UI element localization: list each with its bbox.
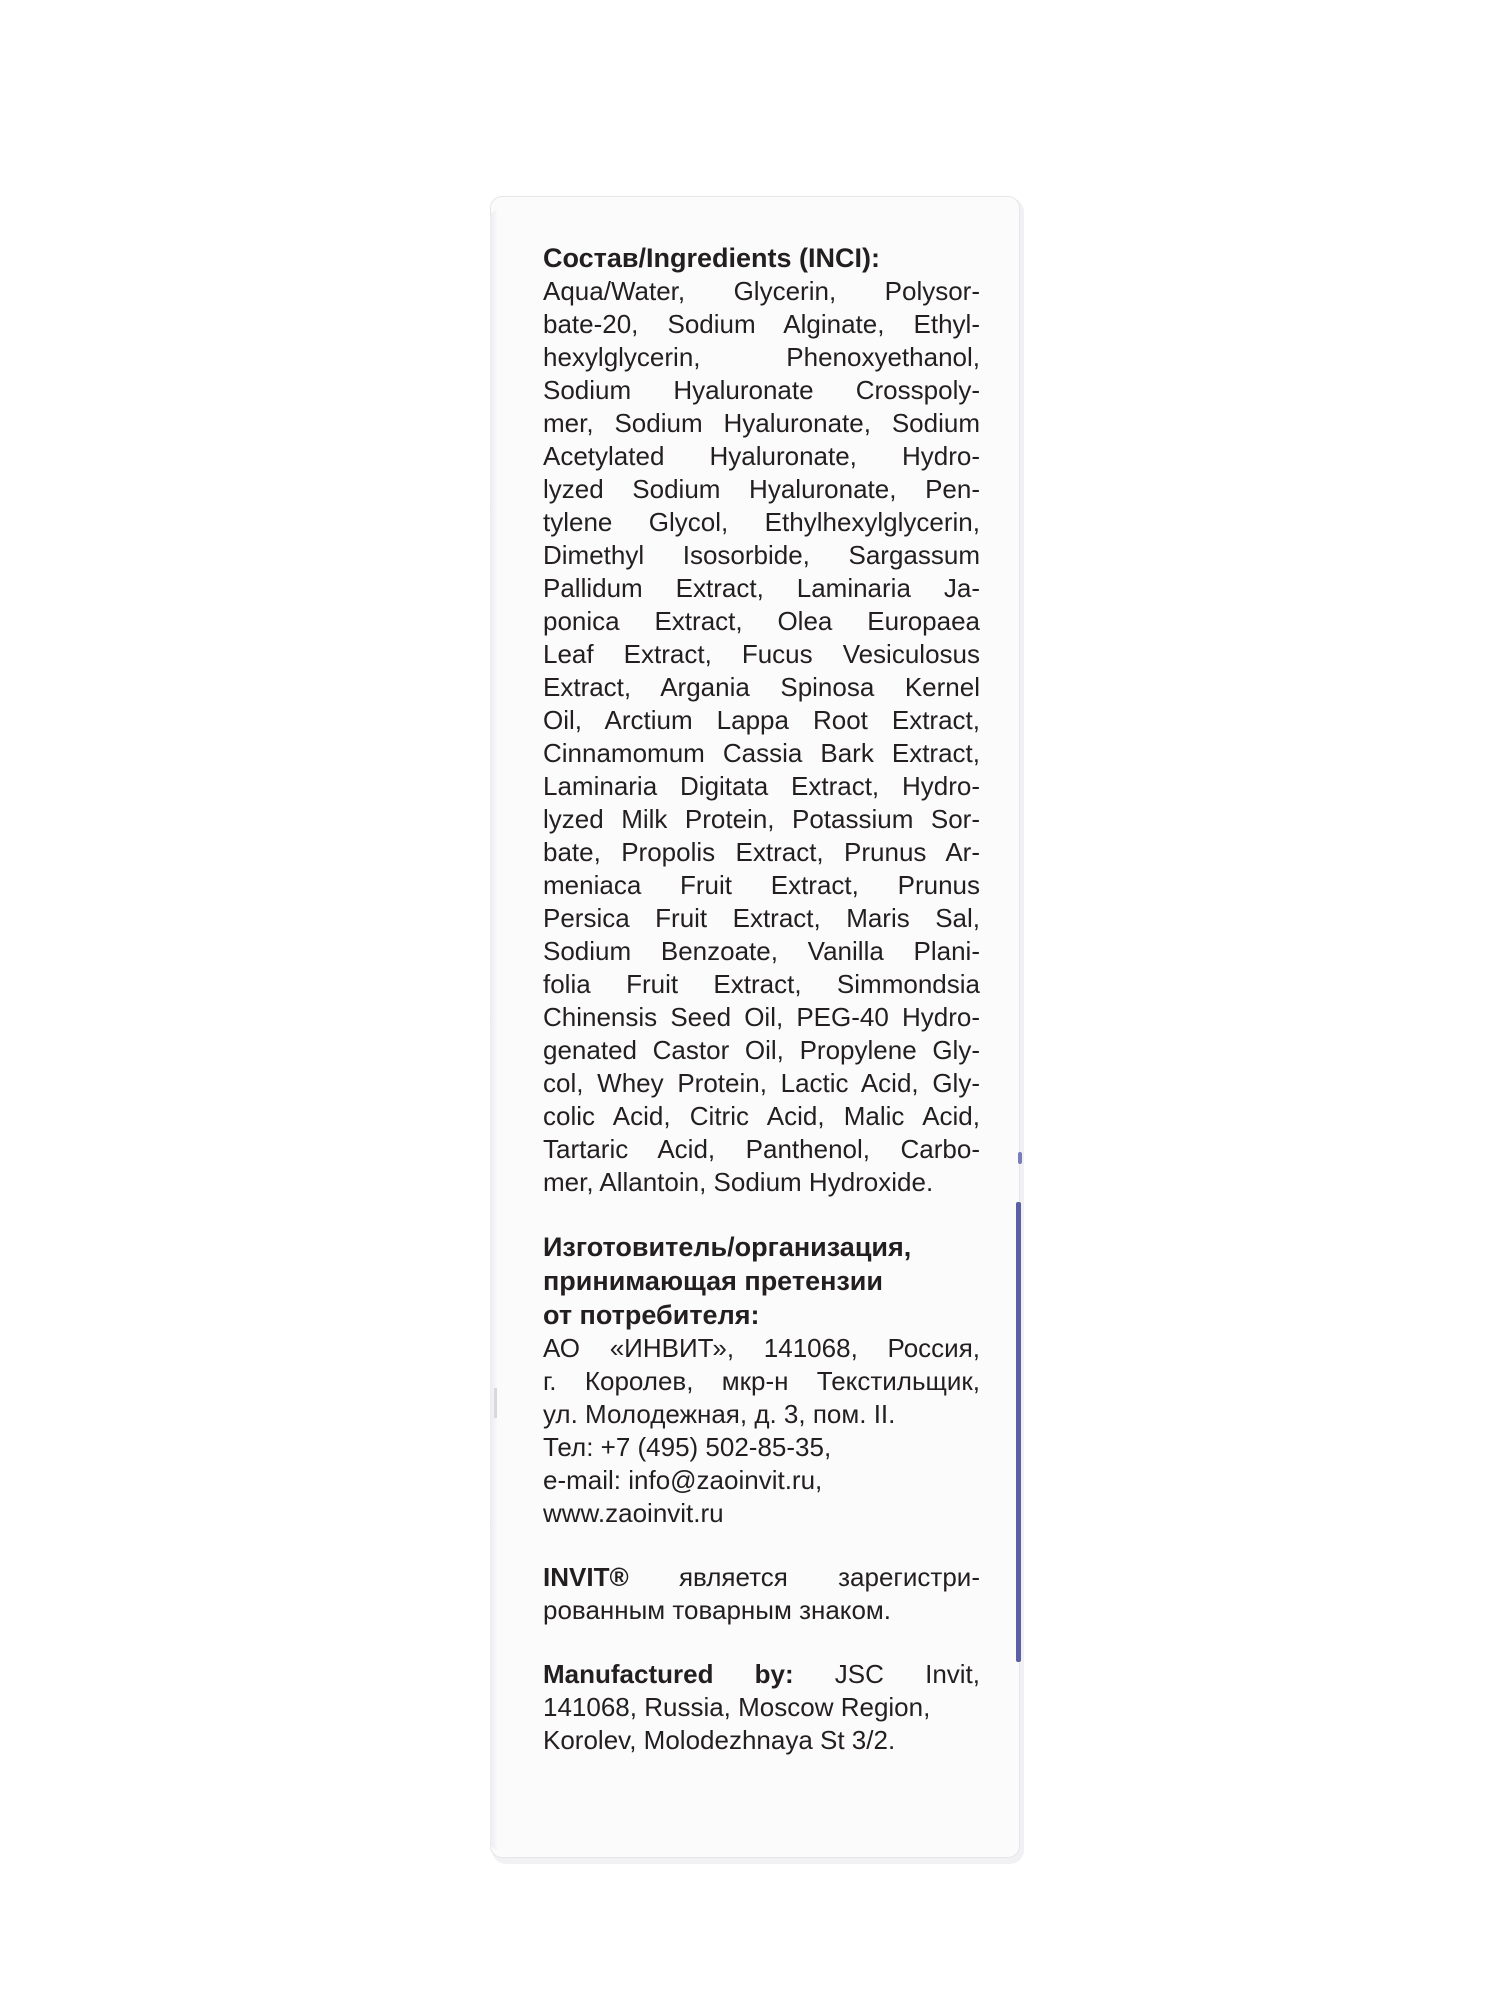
manufacturer-ru-address	[543, 1332, 980, 1530]
manufacturer-en	[543, 1658, 980, 1757]
box-fold-mark	[494, 1388, 497, 1418]
ingredients-line: Pallidum Extract, Laminaria Ja-	[543, 573, 980, 603]
phone-line: Тел: +7 (495) 502-85-35,	[543, 1432, 832, 1462]
website-line: www.zaoinvit.ru	[543, 1498, 724, 1528]
ingredients-line: hexylglycerin, Phenoxyethanol,	[543, 342, 980, 372]
ingredients-line: Sodium Benzoate, Vanilla Plani-	[543, 936, 980, 966]
product-label-text	[543, 242, 980, 1757]
ingredients-line: Cinnamomum Cassia Bark Extract,	[543, 738, 980, 768]
manufacturer-ru-heading	[543, 1230, 980, 1332]
blue-accent-stripe	[1016, 1202, 1021, 1662]
stripe-notch	[1018, 1152, 1022, 1164]
manufacturer-en-line	[543, 1658, 980, 1691]
ingredients-line: mer, Sodium Hyaluronate, Sodium	[543, 408, 980, 438]
ingredients-line: Acetylated Hyaluronate, Hydro-	[543, 441, 980, 471]
ingredients-line: bate-20, Sodium Alginate, Ethyl-	[543, 309, 980, 339]
email-line: e-mail: info@zaoinvit.ru,	[543, 1465, 823, 1495]
brand-name: INVIT®	[543, 1562, 629, 1592]
ingredients-line: Extract, Argania Spinosa Kernel	[543, 672, 980, 702]
manufacturer-ru-heading-line: принимающая претензии	[543, 1266, 884, 1296]
ingredients-line: Laminaria Digitata Extract, Hydro-	[543, 771, 980, 801]
ingredients-line: lyzed Milk Protein, Potassium Sor-	[543, 804, 980, 834]
manufacturer-en-line: Korolev, Molodezhnaya St 3/2.	[543, 1725, 896, 1755]
ingredients-line: lyzed Sodium Hyaluronate, Pen-	[543, 474, 980, 504]
ingredients-line: tylene Glycol, Ethylhexylglycerin,	[543, 507, 980, 537]
ingredients-line: ponica Extract, Olea Europaea	[543, 606, 980, 636]
address-line: г. Королев, мкр-н Текстильщик,	[543, 1366, 980, 1396]
address-line: АО «ИНВИТ», 141068, Россия,	[543, 1333, 980, 1363]
address-line: ул. Молодежная, д. 3, пом. II.	[543, 1399, 896, 1429]
trademark-line	[543, 1561, 980, 1594]
ingredients-line: Oil, Arctium Lappa Root Extract,	[543, 705, 980, 735]
ingredients-line: bate, Propolis Extract, Prunus Ar-	[543, 837, 980, 867]
ingredients-line: mer, Allantoin, Sodium Hydroxide.	[543, 1167, 934, 1197]
ingredients-line: Persica Fruit Extract, Maris Sal,	[543, 903, 980, 933]
ingredients-line: Chinensis Seed Oil, PEG-40 Hydro-	[543, 1002, 980, 1032]
ingredients-line: col, Whey Protein, Lactic Acid, Gly-	[543, 1068, 980, 1098]
box-fold-edge	[490, 210, 498, 1850]
trademark-notice	[543, 1561, 980, 1627]
ingredients-line: Sodium Hyaluronate Crosspoly-	[543, 375, 980, 405]
ingredients-line: Leaf Extract, Fucus Vesiculosus	[543, 639, 980, 669]
ingredients-heading: Состав/Ingredients (INCI):	[543, 243, 880, 273]
ingredients-line: genated Castor Oil, Propylene Gly-	[543, 1035, 980, 1065]
trademark-text: является зарегистри-	[628, 1562, 980, 1592]
ingredients-line: colic Acid, Citric Acid, Malic Acid,	[543, 1101, 980, 1131]
manufacturer-ru-heading-line: Изготовитель/организация,	[543, 1232, 912, 1262]
trademark-line: рованным товарным знаком.	[543, 1595, 892, 1625]
ingredients-line: Tartaric Acid, Panthenol, Carbo-	[543, 1134, 980, 1164]
ingredients-line: Dimethyl Isosorbide, Sargassum	[543, 540, 980, 570]
manufacturer-ru-heading-line: от потребителя:	[543, 1300, 760, 1330]
manufacturer-en-line: 141068, Russia, Moscow Region,	[543, 1692, 931, 1722]
ingredients-line: Aqua/Water, Glycerin, Polysor-	[543, 276, 980, 306]
ingredients-line: meniaca Fruit Extract, Prunus	[543, 870, 980, 900]
ingredients-list	[543, 275, 980, 1199]
manufacturer-en-heading: Manufactured by:	[543, 1659, 794, 1689]
ingredients-line: folia Fruit Extract, Simmondsia	[543, 969, 980, 999]
manufacturer-en-name: JSC Invit,	[793, 1659, 980, 1689]
